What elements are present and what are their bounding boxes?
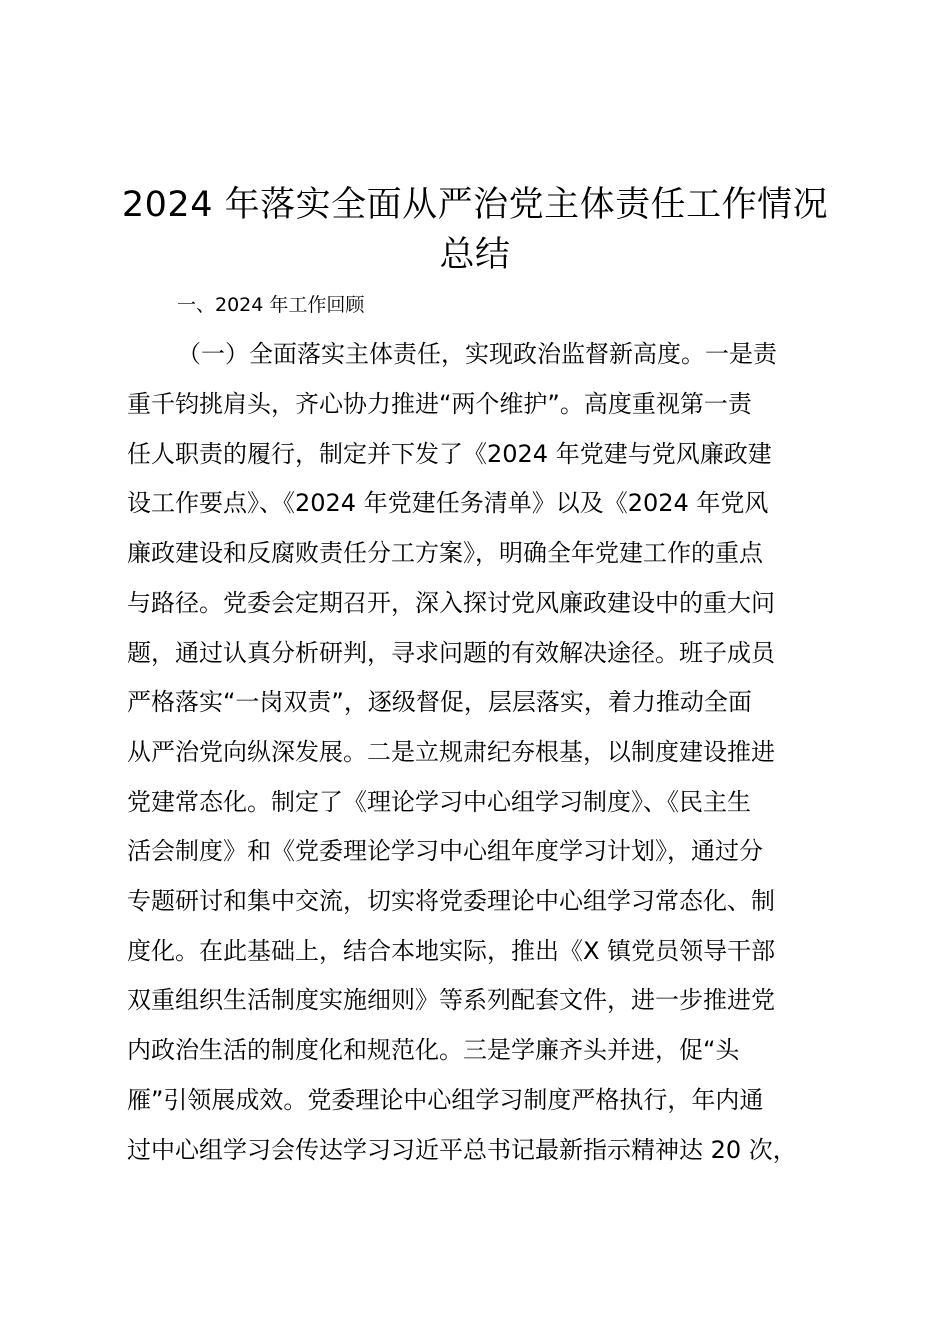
body-line: 廉政建设和反腐败责任分工方案》，明确全年党建工作的重点 [127, 539, 763, 567]
body-line: 严格落实“一岗双责”，逐级督促，层层落实，着力推动全面 [127, 688, 752, 716]
body-line: 雁”引领展成效。党委理论中心组学习制度严格执行，年内通 [127, 1086, 764, 1114]
body-line: （一）全面落实主体责任，实现政治监督新高度。一是责 [177, 340, 777, 368]
title-line-1: 2024 年落实全面从严治党主体责任工作情况 [121, 185, 829, 225]
body-line: 与路径。党委会定期召开，深入探讨党风廉政建设中的重大问 [127, 589, 775, 617]
body-line: 内政治生活的制度化和规范化。三是学廉齐头并进，促“头 [127, 1036, 740, 1064]
body-line: 党建常态化。制定了《理论学习中心组学习制度》、《民主生 [127, 788, 751, 816]
section-heading: 一、2024 年工作回顾 [177, 294, 365, 316]
body-line: 从严治党向纵深发展。二是立规肃纪夯根基，以制度建设推进 [127, 738, 775, 766]
document-title [100, 180, 850, 280]
body-line: 活会制度》和《党委理论学习中心组年度学习计划》，通过分 [127, 837, 763, 865]
body-line: 度化。在此基础上，结合本地实际，推出《X 镇党员领导干部 [127, 937, 776, 965]
body-line: 设工作要点》、《2024 年党建任务清单》以及《2024 年党风 [127, 489, 769, 517]
title-line-2: 总结 [439, 235, 511, 275]
body-line: 重千钧挑肩头，齐心协力推进“两个维护”。高度重视第一责 [127, 390, 752, 418]
body-line: 专题研讨和集中交流，切实将党委理论中心组学习常态化、制 [127, 887, 775, 915]
body-line: 双重组织生活制度实施细则》等系列配套文件，进一步推进党 [127, 986, 775, 1014]
body-line: 过中心组学习会传达学习习近平总书记最新指示精神达 20 次， [127, 1136, 797, 1164]
body-line: 任人职责的履行，制定并下发了《2024 年党建与党风廉政建 [127, 440, 772, 468]
body-line: 题，通过认真分析研判，寻求问题的有效解决途径。班子成员 [127, 639, 775, 667]
